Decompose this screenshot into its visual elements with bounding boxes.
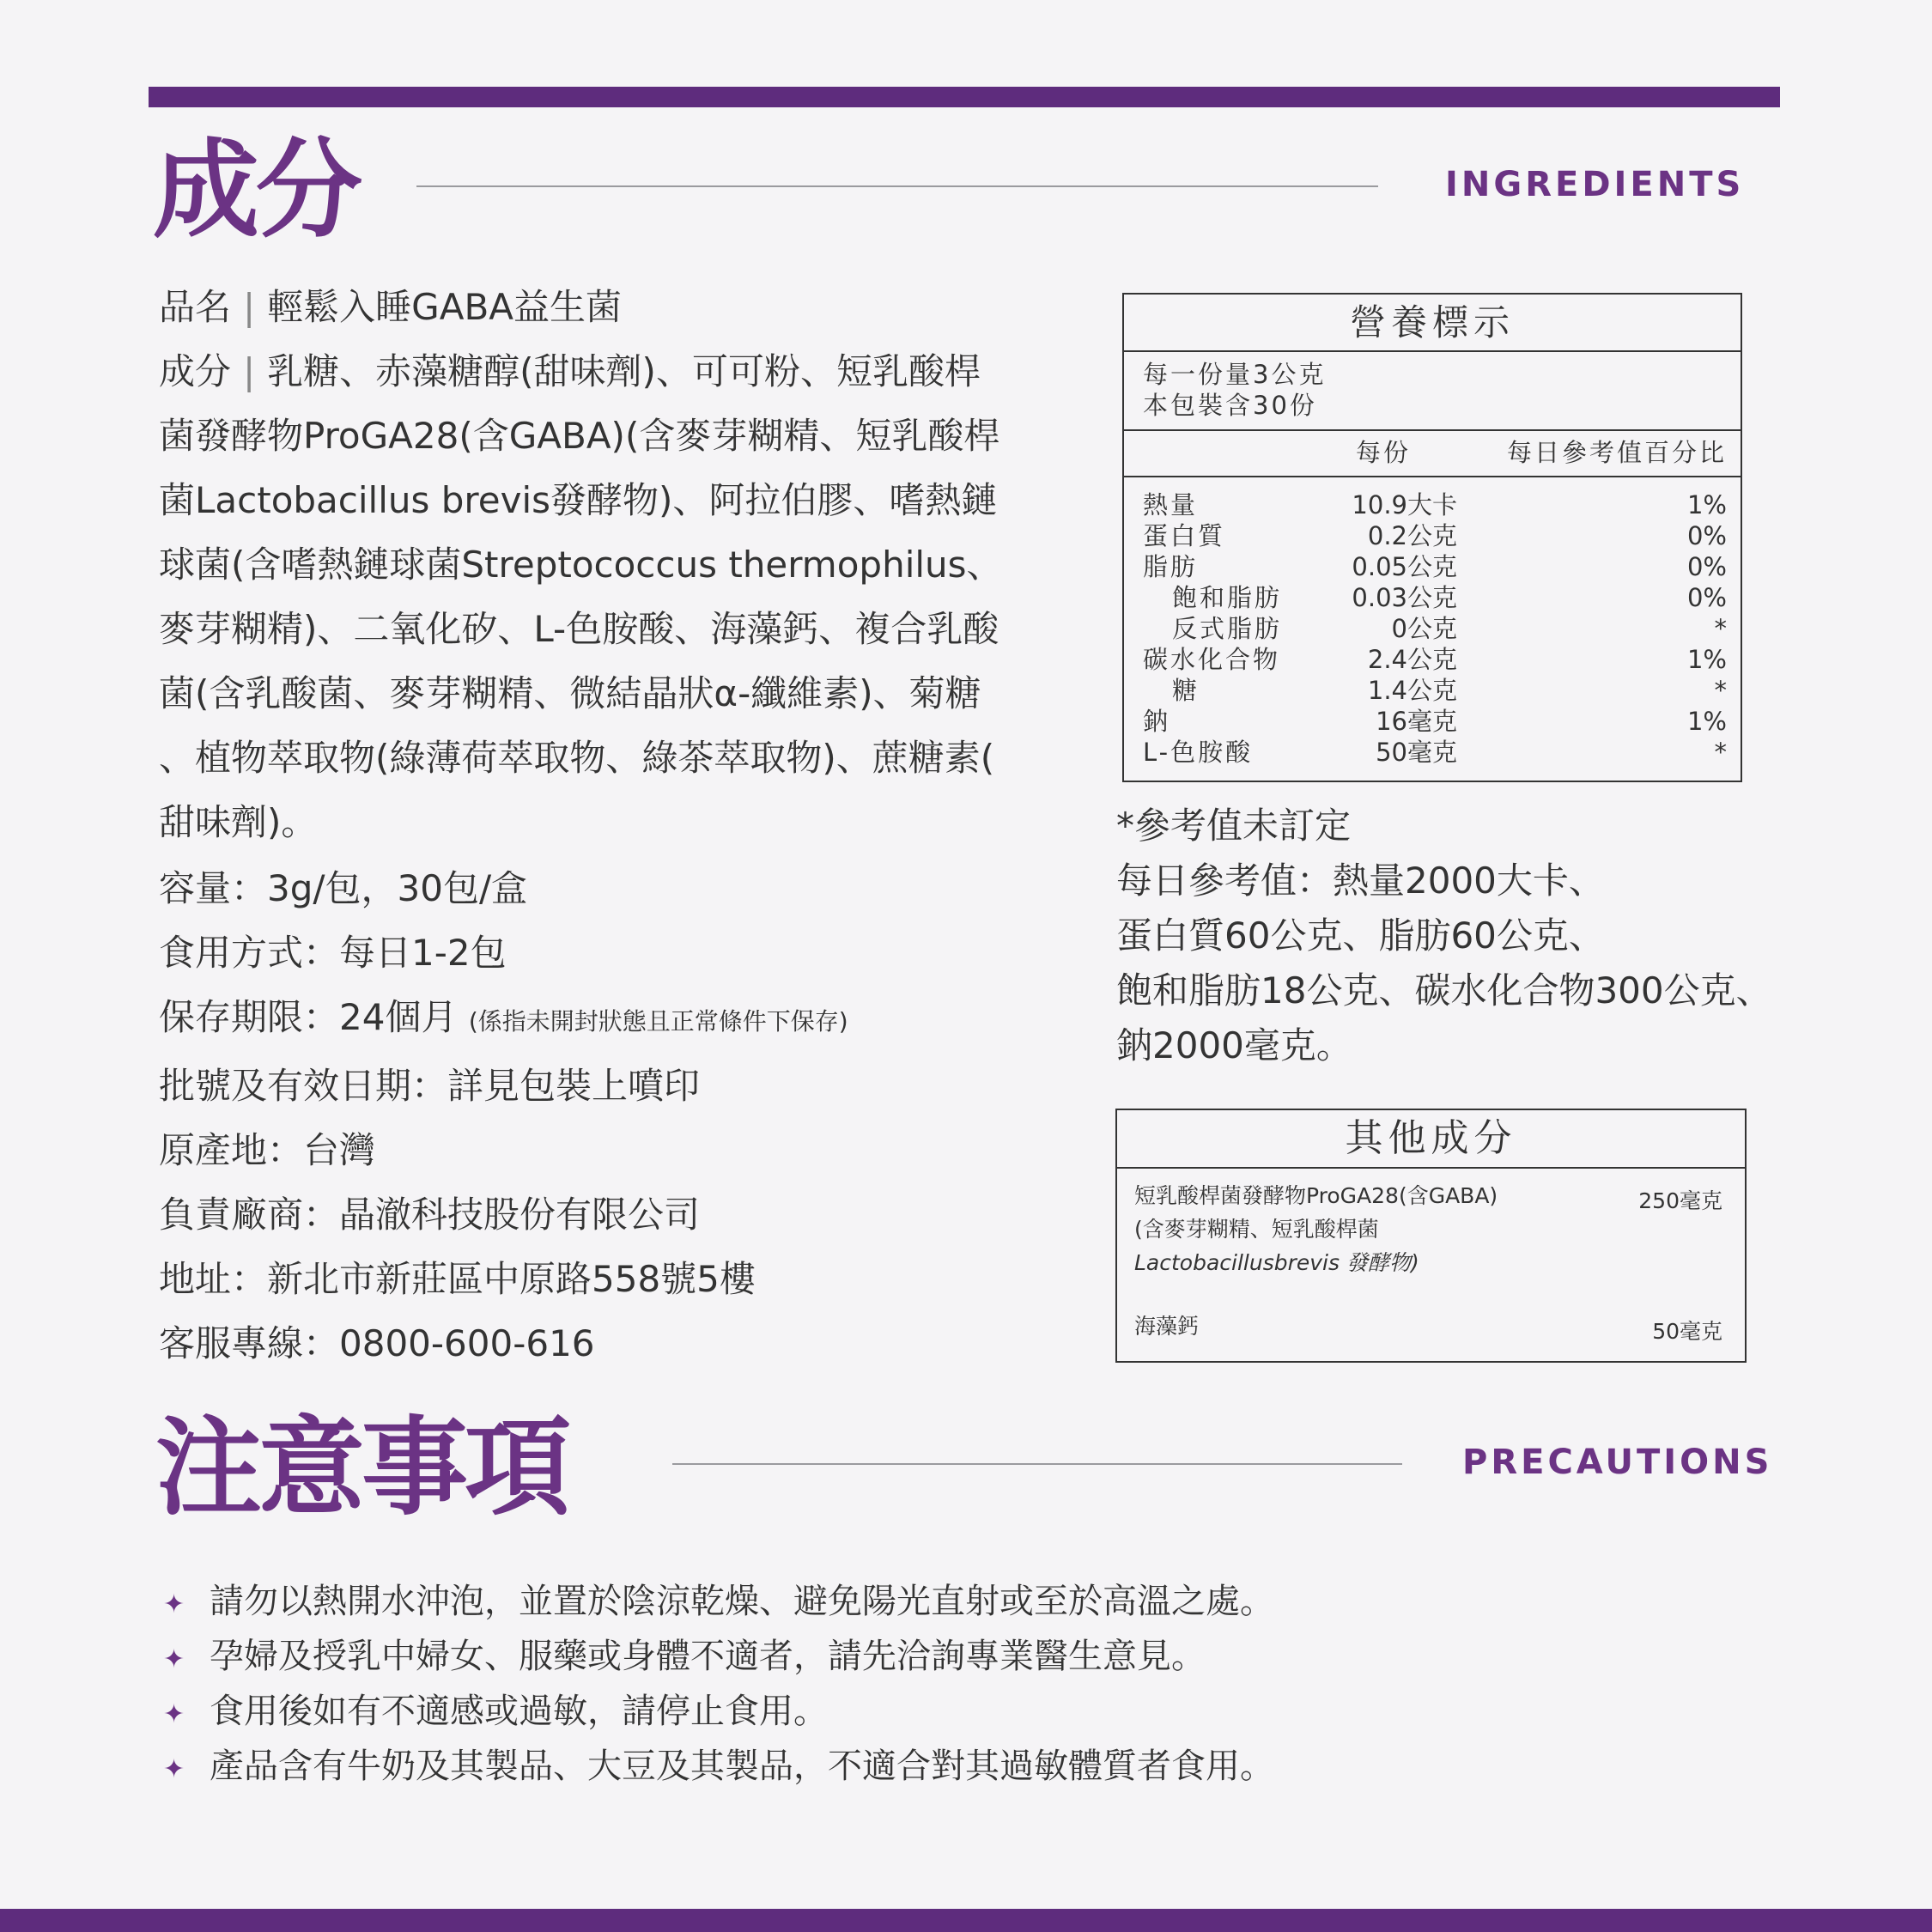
serving-size: 每一份量3公克 [1143,360,1327,389]
product-info [159,275,1069,1376]
reference-line: 每日參考值：熱量2000大卡、 [1116,860,1605,902]
divider-mark: | [243,350,256,392]
product-name-value: 輕鬆入睡GABA益生菌 [267,286,622,328]
shelf-life-note: (係指未開封狀態且正常條件下保存) [468,1007,848,1036]
nutrient-percent: * [1714,738,1727,767]
per-serving-header: 每份 [1356,438,1412,467]
nutrient-name: 反式脂肪 [1172,614,1283,643]
product-name-row [159,275,1069,339]
nutrient-name: 糖 [1172,676,1200,705]
address: 地址：新北市新莊區中原路558號5樓 [159,1258,756,1300]
product-name-label: 品名 [159,286,232,328]
daily-value-header: 每日參考值百分比 [1506,438,1727,467]
origin: 原產地：台灣 [159,1129,376,1171]
nutrition-row [1124,520,1741,551]
ingredients-line: 球菌(含嗜熱鏈球菌Streptococcus thermophilus、 [159,544,1003,586]
other-ingredient-line: (含麥芽糊精、短乳酸桿菌 [1134,1217,1379,1242]
nutrient-percent: 0% [1686,583,1727,612]
nutrition-row [1124,675,1741,706]
reference-line: 蛋白質60公克、脂肪60公克、 [1116,914,1605,957]
servings-per-pack: 本包裝含30份 [1143,391,1317,420]
nutrition-row [1124,737,1741,768]
nutrient-name: L-色胺酸 [1143,738,1254,767]
volume: 容量：3g/包，30包/盒 [159,867,528,909]
precautions-list [163,1576,1274,1795]
other-ingredient-line: Lactobacillusbrevis 發酵物) [1134,1250,1419,1275]
ingredients-line: 菌發酵物ProGA28(含GABA)(含麥芽糊精、短乳酸桿 [159,415,1000,457]
ingredients-line: 、植物萃取物(綠薄荷萃取物、綠茶萃取物)、蔗糖素( [159,737,995,779]
nutrient-amount: 2.4公克 [1367,645,1457,674]
nutrient-amount: 0.05公克 [1352,552,1457,581]
nutrient-amount: 0公克 [1391,614,1457,643]
nutrient-percent: * [1714,676,1727,705]
nutrient-name: 蛋白質 [1143,521,1226,550]
ingredients-label: 成分 [159,350,232,392]
nutrient-amount: 10.9大卡 [1352,490,1457,519]
top-accent-bar [149,87,1780,107]
batch-info: 批號及有效日期：詳見包裝上噴印 [159,1065,701,1107]
nutrient-name: 飽和脂肪 [1172,583,1283,612]
precautions-divider [672,1463,1402,1465]
ingredients-line: 菌Lactobacillus brevis發酵物)、阿拉伯膠、嗜熱鏈 [159,479,998,521]
nutrition-row [1124,644,1741,675]
ingredients-row [159,339,1069,404]
shelf-life: 保存期限：24個月 [159,996,458,1038]
precaution-item [163,1741,1274,1795]
ingredients-divider [416,185,1378,187]
other-ingredient-amount: 250毫克 [1638,1188,1722,1213]
precaution-text: 食用後如有不適感或過敏，請停止食用。 [210,1692,828,1731]
four-point-star-icon: ✦ [163,1699,185,1729]
nutrient-percent: 1% [1686,490,1727,519]
precautions-title: 注意事項 [155,1406,568,1530]
nutrient-name: 熱量 [1143,490,1199,519]
reference-line: *參考值未訂定 [1116,805,1352,847]
nutrition-row [1124,706,1741,737]
nutrient-percent: * [1714,614,1727,643]
nutrient-percent: 1% [1686,707,1727,736]
nutrient-amount: 0.2公克 [1367,521,1457,550]
nutrient-percent: 1% [1686,645,1727,674]
ingredients-line: 甜味劑)。 [159,801,318,843]
usage: 食用方式：每日1-2包 [159,932,507,974]
divider-mark: | [243,286,256,328]
four-point-star-icon: ✦ [163,1589,185,1619]
nutrition-title: 營養標示 [1124,295,1741,352]
other-ingredient-name: 海藻鈣 [1134,1314,1200,1339]
nutrient-amount: 16毫克 [1376,707,1457,736]
nutrition-row [1124,551,1741,582]
ingredients-line: 麥芽糊精)、二氧化矽、L-色胺酸、海藻鈣、複合乳酸 [159,608,999,650]
nutrition-row [1124,489,1741,520]
other-ingredient-amount: 50毫克 [1652,1319,1722,1344]
other-ingredient-item [1134,1179,1498,1279]
reference-line: 鈉2000毫克。 [1116,1024,1352,1066]
ingredients-line: 乳糖、赤藻糖醇(甜味劑)、可可粉、短乳酸桿 [267,350,981,392]
ingredients-title-en: INGREDIENTS [1445,165,1745,204]
other-ingredients-table [1115,1109,1747,1363]
precaution-item [163,1576,1274,1631]
shelf-life-row [159,985,1069,1054]
precaution-text: 孕婦及授乳中婦女、服藥或身體不適者，請先洽詢專業醫生意見。 [210,1637,1206,1676]
nutrient-percent: 0% [1686,552,1727,581]
precautions-title-en: PRECAUTIONS [1462,1443,1773,1482]
other-ingredient-line: 短乳酸桿菌發酵物ProGA28(含GABA) [1134,1183,1498,1208]
serving-info [1124,352,1741,431]
nutrient-name: 鈉 [1143,707,1171,736]
nutrient-name: 碳水化合物 [1143,645,1281,674]
nutrient-percent: 0% [1686,521,1727,550]
precaution-item [163,1686,1274,1741]
four-point-star-icon: ✦ [163,1754,185,1784]
nutrition-column-headers [1124,431,1741,477]
other-ingredients-title: 其他成分 [1117,1110,1745,1169]
ingredients-line: 菌(含乳酸菌、麥芽糊精、微結晶狀α-纖維素)、菊糖 [159,672,981,714]
nutrition-table [1122,293,1742,782]
precaution-text: 產品含有牛奶及其製品、大豆及其製品，不適合對其過敏體質者食用。 [210,1747,1274,1786]
nutrient-amount: 50毫克 [1376,738,1457,767]
bottom-accent-bar [0,1909,1932,1932]
reference-line: 飽和脂肪18公克、碳水化合物300公克、 [1116,969,1772,1012]
nutrient-amount: 1.4公克 [1367,676,1457,705]
nutrition-rows [1124,477,1741,768]
precaution-text: 請勿以熱開水沖泡，並置於陰涼乾燥、避免陽光直射或至於高溫之處。 [210,1582,1274,1621]
nutrient-name: 脂肪 [1143,552,1199,581]
four-point-star-icon: ✦ [163,1644,185,1674]
nutrition-row [1124,613,1741,644]
reference-values [1116,799,1803,1073]
nutrition-row [1124,582,1741,613]
hotline: 客服專線：0800-600-616 [159,1322,595,1364]
manufacturer: 負責廠商：晶澈科技股份有限公司 [159,1194,701,1236]
ingredients-title: 成分 [153,129,360,252]
precaution-item [163,1631,1274,1686]
nutrient-amount: 0.03公克 [1352,583,1457,612]
